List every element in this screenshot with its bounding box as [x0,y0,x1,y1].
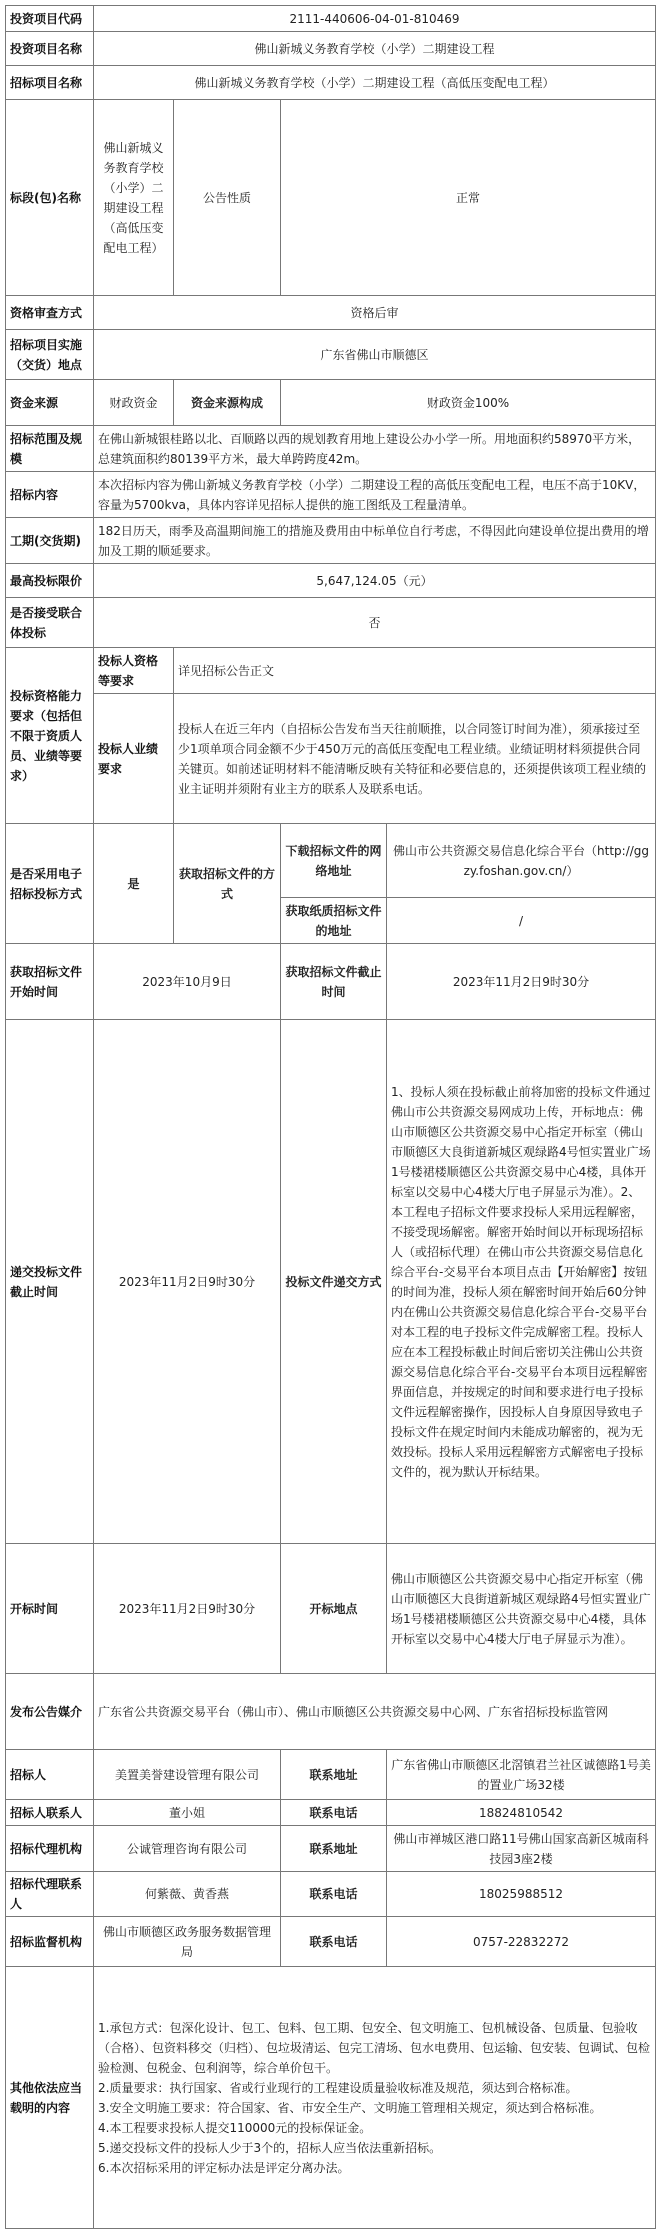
agency-address-label: 联系地址 [281,1826,387,1872]
electronic-download-value: 佛山市公共资源交易信息化综合平台（http://ggzy.foshan.gov.cn/） [387,824,656,898]
electronic-paper-value: / [387,898,656,944]
submission-value: 2023年11月2日9时30分 [94,1020,281,1544]
project-code-value: 2111-440606-04-01-810469 [94,6,656,32]
lot-nature-label: 公告性质 [174,100,281,296]
agency-value: 公诚管理咨询有限公司 [94,1826,281,1872]
funding-value: 财政资金 [94,380,174,426]
row-agency [6,1826,656,1872]
qualification-label: 投标资格能力要求（包括但不限于资质人员、业绩等要求） [6,648,94,824]
tender-project-name-value: 佛山新城义务教育学校（小学）二期建设工程（高低压变配电工程） [94,66,656,100]
agency-label: 招标代理机构 [6,1826,94,1872]
opening-place-value: 佛山市顺德区公共资源交易中心指定开标室（佛山市顺德区大良街道新城区观绿路4号恒实置业广场1号楼裙楼顺德区公共资源交易中心4楼，具体开标室以交易中心4楼大厅电子屏显示为准）。 [387,1544,656,1674]
location-value: 广东省佛山市顺德区 [94,330,656,380]
funding-composition-value: 财政资金100% [281,380,656,426]
tender-announcement-table [5,5,656,2229]
electronic-label: 是否采用电子招标投标方式 [6,824,94,944]
other-item-4: 4.本工程要求投标人提交110000元的投标保证金。 [98,2120,372,2135]
other-item-3: 3.安全文明施工要求：符合国家、省、市安全生产、文明施工管理相关规定，须达到合格标准。 [98,2100,602,2115]
other-item-2: 2.质量要求：执行国家、省或行业现行的工程建设质量验收标准及规范，须达到合格标准。 [98,2080,578,2095]
row-doc-start [6,944,656,1020]
row-qualification-review [6,296,656,330]
agency-contact-value: 何紫薇、黄香燕 [94,1872,281,1917]
content-value: 本次招标内容为佛山新城义务教育学校（小学）二期建设工程的高低压变配电工程，电压不高于10KV，容量为5700kva，具体内容详见招标人提供的施工图纸及工程量清单。 [94,472,656,518]
scope-value: 在佛山新城银桂路以北、百顺路以西的规划教育用地上建设公办小学一所。用地面积约58970平方米，总建筑面积约80139平方米，最大单跨跨度42m。 [94,426,656,472]
project-name-value: 佛山新城义务教育学校（小学）二期建设工程 [94,32,656,66]
consortium-value: 否 [94,598,656,648]
tenderer-contact-value: 董小姐 [94,1800,281,1826]
row-content [6,472,656,518]
media-label: 发布公告媒介 [6,1674,94,1750]
doc-start-label: 获取招标文件开始时间 [6,944,94,1020]
row-electronic-download [6,824,656,898]
scope-label: 招标范围及规模 [6,426,94,472]
row-scope [6,426,656,472]
row-tenderer [6,1750,656,1800]
opening-value: 2023年11月2日9时30分 [94,1544,281,1674]
tenderer-address-value: 广东省佛山市顺德区北滘镇君兰社区诚德路1号美的置业广场32楼 [387,1750,656,1800]
agency-phone-value: 18025988512 [387,1872,656,1917]
row-project-code [6,6,656,32]
other-item-6: 6.本次招标采用的评定标办法是评定分离办法。 [98,2160,350,2175]
row-other [6,1967,656,2229]
row-funding [6,380,656,426]
qualification-review-label: 资格审查方式 [6,296,94,330]
max-price-label: 最高投标限价 [6,564,94,598]
content-label: 招标内容 [6,472,94,518]
row-qualification-performance [6,694,656,824]
row-project-name [6,32,656,66]
agency-address-value: 佛山市禅城区港口路11号佛山国家高新区城南科技园3座2楼 [387,1826,656,1872]
supervisor-label: 招标监督机构 [6,1917,94,1967]
tenderer-contact-label: 招标人联系人 [6,1800,94,1826]
lot-name: 佛山新城义务教育学校（小学）二期建设工程（高低压变配电工程） [94,100,174,296]
opening-place-label: 开标地点 [281,1544,387,1674]
qualification-performance-label: 投标人业绩要求 [94,694,174,824]
other-item-1: 1.承包方式：包深化设计、包工、包料、包工期、包安全、包文明施工、包机械设备、包质量、包验收（合格）、包资料移交（归档）、包垃圾清运、包完工清场、包水电费用、包运输、包安装、包调试、包检验检测、包税金、包利润等，综合单价包干。 [98,2020,651,2075]
row-max-price [6,564,656,598]
qualification-bidder-label: 投标人资格等要求 [94,648,174,694]
row-lot [6,100,656,296]
submission-method-value: 1、投标人须在投标截止前将加密的投标文件通过佛山市公共资源交易网成功上传，开标地点：佛山市顺德区公共资源交易中心指定开标室（佛山市顺德区大良街道新城区观绿路4号恒实置业广场1号楼裙楼顺德区公共资源交易中心4楼，具体开标室以交易中心4楼大厅电子屏显示为准）。2、本工程电子招标文件要求投标人采用远程解密，不接受现场解密。解密开始时间以开标现场招标人（或招标代理）在佛山市公共资源交易信息化综合平台-交易平台本项目点击【开始解密】按钮的时间为准，投标人须在解密时间开始后60分钟内在佛山公共资源交易信息化综合平台-交易平台对本工程的电子投标文件完成解密工程。投标人应在本工程投标截止时间后密切关注佛山公共资源交易信息化综合平台-交易平台本项目远程解密界面信息，并按规定的时间和要求进行电子投标文件远程解密操作，因投标人自身原因导致电子投标文件在规定时间内未能成功解密的，视为无效投标。投标人采用远程解密方式解密电子投标文件的，视为默认开标结果。 [387,1020,656,1544]
other-label: 其他依法应当载明的内容 [6,1967,94,2229]
media-value: 广东省公共资源交易平台（佛山市）、佛山市顺德区公共资源交易中心网、广东省招标投标监管网 [94,1674,656,1750]
funding-composition-label: 资金来源构成 [174,380,281,426]
duration-value: 182日历天，雨季及高温期间施工的措施及费用由中标单位自行考虑，不得因此向建设单位提出费用的增加及工期的顺延要求。 [94,518,656,564]
tenderer-label: 招标人 [6,1750,94,1800]
row-media [6,1674,656,1750]
project-name-label: 投资项目名称 [6,32,94,66]
location-label: 招标项目实施（交货）地点 [6,330,94,380]
row-duration [6,518,656,564]
qualification-performance-value: 投标人在近三年内（自招标公告发布当天往前顺推，以合同签订时间为准），须承接过至少1项单项合同金额不少于450万元的高低压变配电工程业绩。业绩证明材料须提供合同关键页。如前述证明材料不能清晰反映有关特征和必要信息的，还须提供该项工程业绩的业主证明并须附有业主方的联系人及联系电话。 [174,694,656,824]
row-supervisor [6,1917,656,1967]
supervisor-value: 佛山市顺德区政务服务数据管理局 [94,1917,281,1967]
row-tender-project-name [6,66,656,100]
other-items [94,1967,656,2229]
electronic-value: 是 [94,824,174,944]
doc-deadline-label: 获取招标文件截止时间 [281,944,387,1020]
row-tenderer-contact [6,1800,656,1826]
tender-project-name-label: 招标项目名称 [6,66,94,100]
supervisor-phone-label: 联系电话 [281,1917,387,1967]
project-code-label: 投资项目代码 [6,6,94,32]
electronic-paper-label: 获取纸质招标文件的地址 [281,898,387,944]
lot-label: 标段(包)名称 [6,100,94,296]
agency-phone-label: 联系电话 [281,1872,387,1917]
max-price-value: 5,647,124.05（元） [94,564,656,598]
duration-label: 工期(交货期) [6,518,94,564]
doc-deadline-value: 2023年11月2日9时30分 [387,944,656,1020]
supervisor-phone-value: 0757-22832272 [387,1917,656,1967]
row-qualification-bidder [6,648,656,694]
qualification-review-value: 资格后审 [94,296,656,330]
electronic-method-label: 获取招标文件的方式 [174,824,281,944]
electronic-download-label: 下载招标文件的网络地址 [281,824,387,898]
tenderer-phone-value: 18824810542 [387,1800,656,1826]
submission-label: 递交投标文件截止时间 [6,1020,94,1544]
doc-start-value: 2023年10月9日 [94,944,281,1020]
tenderer-address-label: 联系地址 [281,1750,387,1800]
lot-nature-value: 正常 [281,100,656,296]
tenderer-phone-label: 联系电话 [281,1800,387,1826]
tenderer-value: 美置美誉建设管理有限公司 [94,1750,281,1800]
qualification-bidder-value: 详见招标公告正文 [174,648,656,694]
funding-label: 资金来源 [6,380,94,426]
row-location [6,330,656,380]
row-submission [6,1020,656,1544]
row-opening [6,1544,656,1674]
consortium-label: 是否接受联合体投标 [6,598,94,648]
opening-label: 开标时间 [6,1544,94,1674]
agency-contact-label: 招标代理联系人 [6,1872,94,1917]
row-consortium [6,598,656,648]
submission-method-label: 投标文件递交方式 [281,1020,387,1544]
other-item-5: 5.递交投标文件的投标人少于3个的，招标人应当依法重新招标。 [98,2140,442,2155]
row-agency-contact [6,1872,656,1917]
